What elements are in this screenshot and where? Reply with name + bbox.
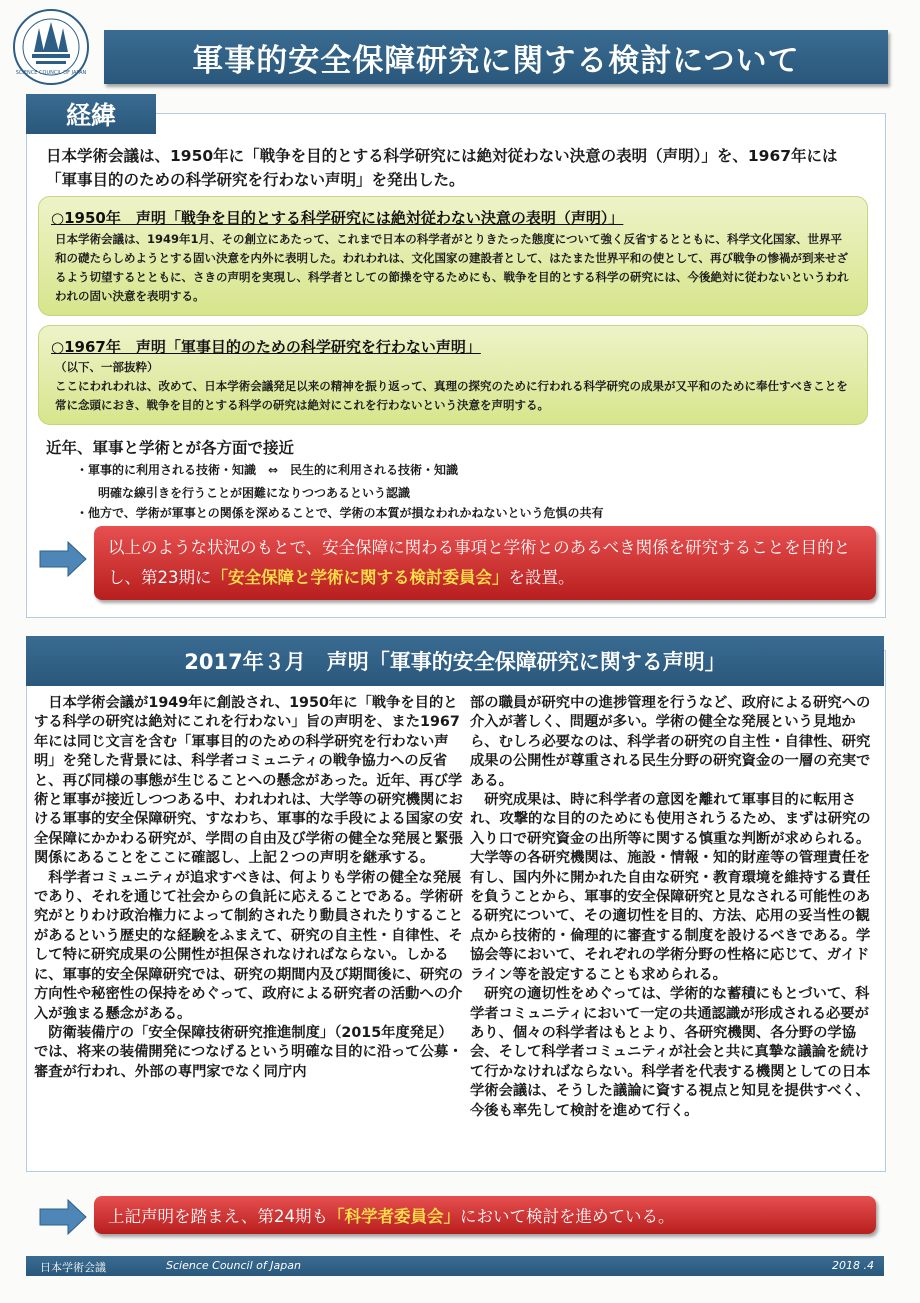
footer-bar bbox=[26, 1256, 884, 1276]
page-title: 軍事的安全保障研究に関する検討について bbox=[104, 30, 888, 84]
conclusion-2-post: において検討を進めている。 bbox=[460, 1207, 675, 1226]
conclusion-2-box bbox=[94, 1196, 876, 1234]
statement-1967-text: ここにわれわれは、改めて、日本学術会議発足以来の精神を振り返って、真理の探究のために行われる科学研究の成果が又平和のために奉仕すべきことを常に念頭におき、戦争を目的とする科学の研究は絶対にこれを行わないという決意を声明する。 bbox=[55, 379, 848, 412]
left-paragraph: 防衛装備庁の「安全保障技術研究推進制度」（2015年度発足）では、将来の装備開発につなげるという明確な目的に沿って公募・審査が行われ、外部の専門家でなく同庁内 bbox=[34, 1024, 463, 1080]
conclusion-2-pre: 上記声明を踏まえ、第24期も bbox=[108, 1207, 328, 1226]
recent-bullet-2: ・他方で、学術が軍事との関係を深めることで、学術の本質が損なわれかねないという危惧の共有 bbox=[76, 506, 604, 520]
arrow-right-icon bbox=[38, 539, 88, 579]
recent-bullet-1-sub: 明確な線引きを行うことが困難になりつつあるという認識 bbox=[98, 486, 411, 500]
recent-heading: 近年、軍事と学術とが各方面で接近 bbox=[46, 439, 295, 457]
right-paragraph: 研究成果は、時に科学者の意図を離れて軍事目的に転用され、攻撃的な目的のためにも使用されうるため、まずは研究の入り口で研究資金の出所等に関する慎重な判断が求められる。大学等の各研究機関は、施設・情報・知的財産等の管理責任を有し、国内外に開かれた自由な研究・教育環境を維持する責任を負うことから、軍事的安全保障研究と見なされる可能性のある研究について、その適切性を目的、方法、応用の妥当性の観点から技術的・倫理的に審査する制度を設けるべきである。学協会等において、それぞれの学術分野の性格に応じて、ガイドライン等を設定することも求められる。 bbox=[470, 792, 871, 983]
section-label-2017: 2017年３月 声明「軍事的安全保障研究に関する声明」 bbox=[26, 636, 884, 686]
arrow-right-icon bbox=[38, 1197, 88, 1237]
section-label-background: 経緯 bbox=[26, 94, 156, 134]
footer-date: 2018 .4 bbox=[832, 1259, 874, 1272]
right-paragraph: 部の職員が研究中の進捗管理を行うなど、政府による研究への介入が著しく、問題が多い。学術の健全な発展という見地から、むしろ必要なのは、科学者の研究の自主性・自律性、研究成果の公開性が尊重される民生分野の研究資金の一層の充実である。 bbox=[470, 695, 871, 789]
science-council-logo bbox=[12, 8, 90, 86]
right-paragraph: 研究の適切性をめぐっては、学術的な蓄積にもとづいて、科学者コミュニティにおいて一定の共通認識が形成される必要があり、個々の科学者はもとより、各研究機関、各分野の学協会、そして科学者コミュニティが社会と共に真摯な議論を続けて行かなければならない。科学者を代表する機関としての日本学術会議は、そうした議論に資する視点と知見を提供すべく、今後も率先して検討を進めて行く。 bbox=[470, 986, 871, 1119]
conclusion-2-highlight: 「科学者委員会」 bbox=[328, 1207, 460, 1226]
conclusion-1-post: を設置。 bbox=[508, 568, 575, 587]
left-paragraph: 日本学術会議が1949年に創設され、1950年に「戦争を目的とする科学の研究は絶対にこれを行わない」旨の声明を、また1967年には同じ文言を含む「軍事目的のための科学研究を行わない声明」を発した背景には、科学者コミュニティの戦争協力への反省と、再び同様の事態が生じることへの懸念があった。近年、再び学術と軍事が接近しつつある中、われわれは、大学等の研究機関における軍事的安全保障研究、すなわち、軍事的な手段による国家の安全保障にかかわる研究が、学問の自由及び学術の健全な発展と緊張関係にあることをここに確認し、上記２つの声明を継承する。 bbox=[34, 695, 463, 867]
footer-org-en: Science Council of Japan bbox=[166, 1259, 301, 1272]
conclusion-1-pre: 以上のような状況のもとで、安全保障に関わる事項と学術とのあるべき関係を研究することを目的とし、第23期に bbox=[108, 538, 851, 587]
statement-1950-heading: ○1950年 声明「戦争を目的とする科学研究には絶対従わない決意の表明（声明）」 bbox=[51, 209, 624, 227]
intro-text: 日本学術会議は、1950年に「戦争を目的とする科学研究には絶対従わない決意の表明（声明）」を、1967年には「軍事目的のための科学研究を行わない声明」を発出した。 bbox=[46, 147, 838, 189]
statement-2017-right-column bbox=[470, 694, 880, 1121]
statement-1967-box bbox=[38, 325, 868, 425]
statement-1950-text: 日本学術会議は、1949年1月、その創立にあたって、これまで日本の科学者がとりきたった態度について強く反省するとともに、科学文化国家、世界平和の礎たらしめようとする固い決意を内外に表明した。われわれは、文化国家の建設者として、はたまた世界平和の使として、再び戦争の惨禍が到来せざるよう切望するとともに、さきの声明を実現し、科学者としての節操を守るためにも、戦争を目的とする科学の研究には、今後絶対に従わないというわれわれの固い決意を表明する。 bbox=[55, 232, 849, 303]
statement-1950-box bbox=[38, 196, 868, 316]
footer-org: 日本学術会議 bbox=[40, 1261, 106, 1274]
statement-2017-left-column bbox=[34, 694, 464, 1082]
conclusion-1-highlight: 「安全保障と学術に関する検討委員会」 bbox=[211, 568, 509, 587]
statement-1967-sub: （以下、一部抜粋） bbox=[55, 360, 159, 374]
logo-text: SCIENCE COUNCIL OF JAPAN bbox=[15, 70, 87, 76]
left-paragraph: 科学者コミュニティが追求すべきは、何よりも学術の健全な発展であり、それを通じて社会からの負託に応えることである。学術研究がとりわけ政治権力によって制約されたり動員されたりすることがあるという歴史的な経験をふまえて、研究の自主性・自律性、そして特に研究成果の公開性が担保されなければならない。しかるに、軍事的安全保障研究では、研究の期間内及び期間後に、研究の方向性や秘密性の保持をめぐって、政府による研究者の活動への介入が強まる懸念がある。 bbox=[34, 869, 463, 1022]
recent-bullet-1: ・軍事的に利用される技術・知識 ⇔ 民生的に利用される技術・知識 bbox=[76, 463, 459, 477]
conclusion-1-box bbox=[94, 526, 876, 600]
statement-1967-heading: ○1967年 声明「軍事目的のための科学研究を行わない声明」 bbox=[51, 338, 481, 356]
